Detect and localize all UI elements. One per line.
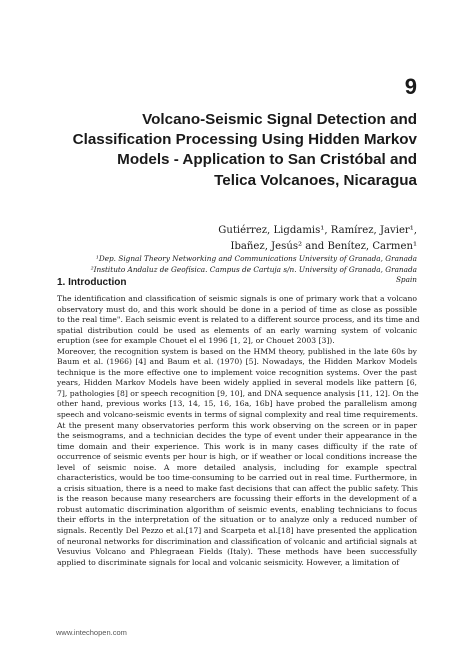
title-line: Classification Processing Using Hidden Markov: [72, 131, 417, 149]
footer-url: www.intechopen.com: [56, 628, 127, 637]
authors-line-2: Ibañez, Jesús² and Benítez, Carmen¹: [230, 240, 417, 252]
body-text: [57, 294, 420, 568]
body-line: Baum et al. (1966) [4] and Baum et al. (1970) [5]. Nowadays, the Hidden Markov Models: [57, 357, 417, 367]
body-line: speech and volcano-seismic events in terms of signal complexity and real time requirements.: [57, 410, 418, 420]
title-line: Models - Application to San Cristóbal and: [117, 151, 417, 169]
body-line: characteristics, would be too time-consuming to be carried out in real time. Furthermore, in: [57, 473, 417, 483]
body-line: signals. Recently Del Pezzo et al.[17] and Scarpeta et al.[18] have presented the application: [57, 526, 417, 536]
body-line: a crisis situation, there is a need to make fast decisions that can affect the public safety. This: [57, 483, 418, 493]
affiliation-line: ²Instituto Andaluz de Geofísica. Campus de Cartuja s/n. University of Granada, Granada: [90, 264, 417, 274]
body-line: the seismograms, and a technician decides the type of event under their appearance in the: [57, 431, 417, 441]
body-line: to the real time". Each seismic event is related to a different source process, and its time and: [57, 315, 420, 325]
body-line: of neuronal networks for discrimination and classification of volcanic and artificial signals at: [57, 536, 417, 546]
body-line: is the reason because many researchers are focussing their efforts in the development of a: [57, 494, 417, 504]
body-line: 7], pathologies [8] or speech recognition [9, 10], and DNA sequence analysis [11, 12]. On the: [57, 388, 419, 398]
body-line: spatial distribution could be used as elements of an early warning system of volcanic: [57, 325, 417, 335]
section-heading: 1. Introduction: [57, 277, 127, 288]
body-line: other hand, previous works [13, 14, 15, 16, 16a, 16b] have probed the parallelism among: [57, 399, 417, 409]
body-line: robust automatic discrimination algorithm of seismic events, enabling technicians to focus: [57, 504, 417, 514]
title-line: Telica Volcanoes, Nicaragua: [214, 171, 417, 189]
body-line: observatory must do, and this work should be done in a period of time as close as possible: [57, 304, 417, 314]
affiliation-line: Spain: [395, 275, 417, 285]
affiliation-line: ¹Dep. Signal Theory Networking and Communications University of Granada, Granada: [95, 254, 417, 263]
body-line: At the present many observatories perform this work observing on the screen or in paper: [57, 420, 417, 430]
chapter-number: 9: [404, 74, 417, 99]
body-line: their efforts in the interpretation of the situation or to analyze only a reduced number of: [57, 515, 417, 525]
title-line: Volcano-Seismic Signal Detection and: [142, 111, 417, 128]
body-line: Vesuvius Volcano and Phlegraean Fields (Italy). These methods have been successfully: [57, 547, 417, 557]
body-line: technique is the more effective one to implement voice recognition systems. Over the past: [57, 367, 417, 377]
body-line: The identification and classification of seismic signals is one of primary work that a volcano: [57, 294, 417, 303]
body-line: applied to discriminate signals for local and volcanic seismicity. However, a limitation of: [57, 557, 400, 567]
body-line: Moreover, the recognition system is based on the HMM theory, published in the late 60s by: [57, 346, 417, 356]
body-line: level of seismic noise. A more detailed analysis, including for example spectral: [57, 462, 417, 472]
authors: [87, 223, 417, 254]
body-line: years, Hidden Markov Models have been widely applied in several models like pattern [6,: [57, 378, 417, 388]
body-line: eruption (see for example Chouet el el 1996 [1, 2], or Chouet 2003 [3]).: [57, 336, 335, 346]
authors-line-1: Gutiérrez, Ligdamis¹, Ramírez, Javier¹,: [218, 225, 417, 236]
body-line: occurrence of seismic events per hour is high, or if weather or local conditions increase the: [57, 452, 417, 462]
chapter-title: [37, 110, 417, 191]
body-line: time domain and their experience. This work is in many cases difficulty if the rate of: [57, 441, 417, 451]
